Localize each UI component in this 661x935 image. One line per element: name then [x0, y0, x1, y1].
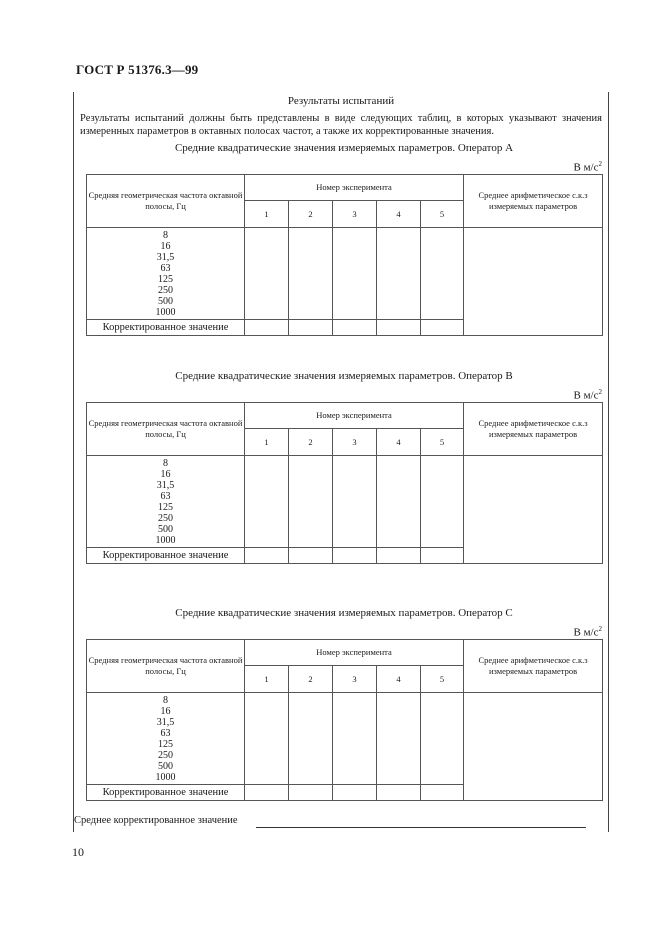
intro-paragraph: Результаты испытаний должны быть представлены в виде следующих таблиц, в которых указывают значения измеренных параметров в октавных полосах частот, а также их корректированные значения. — [80, 113, 602, 137]
frequency-value: 125 — [158, 738, 173, 750]
measurement-cell[interactable] — [377, 228, 421, 320]
average-header: Среднее арифметическое с.к.з измеряемых параметров — [464, 640, 603, 693]
corrected-cell[interactable] — [421, 320, 464, 336]
results-table-block — [86, 142, 602, 342]
experiment-number: 3 — [333, 201, 377, 228]
corrected-cell[interactable] — [245, 548, 289, 564]
average-header: Среднее арифметическое с.к.з измеряемых параметров — [464, 175, 603, 228]
corrected-cell[interactable] — [421, 785, 464, 801]
frequency-list — [87, 228, 245, 320]
frequency-value: 250 — [158, 284, 173, 296]
document-code: ГОСТ Р 51376.3—99 — [76, 62, 199, 77]
frequency-value: 500 — [158, 760, 173, 772]
experiment-header: Номер эксперимента — [245, 175, 464, 201]
frequency-value: 63 — [160, 490, 171, 502]
frequency-header: Средняя геометрическая частота октавной полосы, Гц — [87, 403, 245, 456]
experiment-number: 4 — [377, 429, 421, 456]
unit-exponent: 2 — [598, 160, 602, 168]
experiment-number: 2 — [289, 666, 333, 693]
table-caption: Средние квадратические значения измеряемых параметров. Оператор А — [174, 142, 514, 154]
average-corrected-blank[interactable] — [256, 827, 586, 828]
frequency-value: 31,5 — [156, 251, 175, 263]
measurement-cell[interactable] — [289, 693, 333, 785]
measurement-cell[interactable] — [421, 456, 464, 548]
corrected-label: Корректированное значение — [87, 320, 245, 336]
corrected-cell[interactable] — [289, 320, 333, 336]
measurement-cell[interactable] — [421, 693, 464, 785]
frequency-value: 8 — [163, 229, 168, 241]
experiment-number: 2 — [289, 201, 333, 228]
experiment-number: 5 — [421, 429, 464, 456]
frequency-value: 31,5 — [156, 716, 175, 728]
corrected-cell[interactable] — [377, 548, 421, 564]
measurement-cell[interactable] — [377, 456, 421, 548]
table-header-row — [87, 640, 603, 666]
average-cell[interactable] — [464, 456, 603, 564]
frequency-value: 125 — [158, 273, 173, 285]
corrected-cell[interactable] — [377, 785, 421, 801]
experiment-number: 3 — [333, 429, 377, 456]
results-table — [86, 639, 603, 801]
frequency-value: 31,5 — [156, 479, 175, 491]
experiment-number: 1 — [245, 666, 289, 693]
results-table — [86, 402, 603, 564]
section-title: Результаты испытаний — [287, 95, 395, 107]
experiment-number: 1 — [245, 201, 289, 228]
table-header-row — [87, 403, 603, 429]
measurement-cell[interactable] — [333, 456, 377, 548]
corrected-cell[interactable] — [245, 785, 289, 801]
corrected-cell[interactable] — [245, 320, 289, 336]
experiment-number: 1 — [245, 429, 289, 456]
frequency-data-row — [87, 693, 603, 785]
experiment-number: 4 — [377, 666, 421, 693]
frequency-value: 16 — [160, 468, 171, 480]
corrected-cell[interactable] — [377, 320, 421, 336]
corrected-cell[interactable] — [421, 548, 464, 564]
frequency-value: 500 — [158, 295, 173, 307]
corrected-cell[interactable] — [333, 785, 377, 801]
frequency-value: 250 — [158, 749, 173, 761]
frequency-value: 1000 — [155, 534, 176, 546]
frequency-value: 8 — [163, 457, 168, 469]
experiment-number: 5 — [421, 666, 464, 693]
content-frame — [73, 92, 609, 832]
frequency-value: 250 — [158, 512, 173, 524]
frequency-list — [87, 456, 245, 548]
results-table — [86, 174, 603, 336]
experiment-header: Номер эксперимента — [245, 403, 464, 429]
measurement-cell[interactable] — [245, 693, 289, 785]
frequency-value: 500 — [158, 523, 173, 535]
unit-text: В м/с — [573, 626, 599, 639]
unit-exponent: 2 — [598, 388, 602, 396]
frequency-value: 125 — [158, 501, 173, 513]
measurement-cell[interactable] — [421, 228, 464, 320]
experiment-number: 4 — [377, 201, 421, 228]
unit-label — [574, 388, 603, 402]
unit-exponent: 2 — [598, 625, 602, 633]
corrected-cell[interactable] — [333, 548, 377, 564]
page-number: 10 — [72, 845, 84, 859]
measurement-cell[interactable] — [245, 228, 289, 320]
corrected-cell[interactable] — [289, 785, 333, 801]
frequency-value: 1000 — [155, 771, 176, 783]
experiment-number: 2 — [289, 429, 333, 456]
frequency-value: 63 — [160, 727, 171, 739]
frequency-value: 16 — [160, 705, 171, 717]
frequency-data-row — [87, 456, 603, 548]
measurement-cell[interactable] — [289, 228, 333, 320]
experiment-header: Номер эксперимента — [245, 640, 464, 666]
table-caption: Средние квадратические значения измеряемых параметров. Оператор В — [175, 370, 513, 382]
frequency-header: Средняя геометрическая частота октавной полосы, Гц — [87, 640, 245, 693]
corrected-label: Корректированное значение — [87, 785, 245, 801]
frequency-data-row — [87, 228, 603, 320]
table-caption: Средние квадратические значения измеряемых параметров. Оператор С — [175, 607, 513, 619]
results-table-block — [86, 370, 602, 570]
corrected-label: Корректированное значение — [87, 548, 245, 564]
frequency-value: 8 — [163, 694, 168, 706]
table-header-row — [87, 175, 603, 201]
results-table-block — [86, 607, 602, 807]
experiment-number: 3 — [333, 666, 377, 693]
corrected-cell[interactable] — [289, 548, 333, 564]
unit-label — [574, 625, 603, 639]
measurement-cell[interactable] — [377, 693, 421, 785]
experiment-number: 5 — [421, 201, 464, 228]
frequency-list — [87, 693, 245, 785]
measurement-cell[interactable] — [333, 693, 377, 785]
unit-label — [574, 160, 603, 174]
measurement-cell[interactable] — [333, 228, 377, 320]
frequency-value: 63 — [160, 262, 171, 274]
average-cell[interactable] — [464, 228, 603, 336]
measurement-cell[interactable] — [289, 456, 333, 548]
frequency-value: 16 — [160, 240, 171, 252]
average-cell[interactable] — [464, 693, 603, 801]
frequency-value: 1000 — [155, 306, 176, 318]
measurement-cell[interactable] — [245, 456, 289, 548]
average-corrected-label: Среднее корректированное значение — [74, 815, 238, 826]
corrected-cell[interactable] — [333, 320, 377, 336]
average-header: Среднее арифметическое с.к.з измеряемых параметров — [464, 403, 603, 456]
unit-text: В м/с — [573, 389, 599, 402]
unit-text: В м/с — [573, 161, 599, 174]
frequency-header: Средняя геометрическая частота октавной полосы, Гц — [87, 175, 245, 228]
